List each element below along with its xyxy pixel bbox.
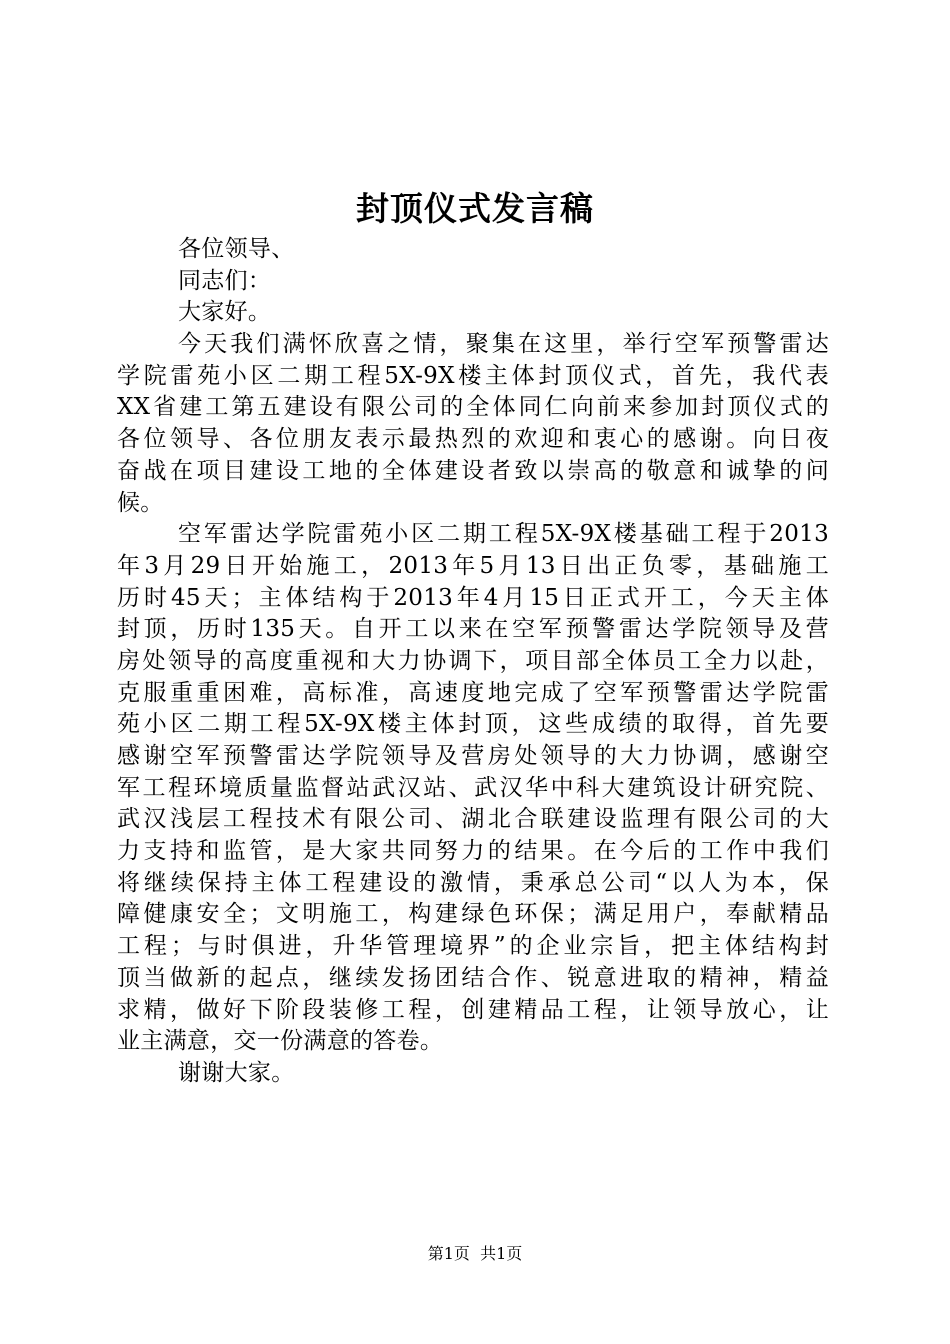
salutation-everyone: 大家好。 (178, 299, 272, 326)
paragraph-line: 求精，做好下阶段装修工程，创建精品工程，让领导放心，让 (117, 996, 829, 1023)
paragraph-line: 工程；与时俱进，升华管理境界”的企业宗旨，把主体结构封 (117, 933, 829, 960)
paragraph-line: XX省建工第五建设有限公司的全体同仁向前来参加封顶仪式的 (117, 394, 829, 421)
paragraph-progress (117, 519, 829, 1058)
paragraph-line: 力支持和监管，是大家共同努力的结果。在今后的工作中我们 (117, 838, 829, 865)
paragraph-line: 苑小区二期工程5X-9X楼主体封顶，这些成绩的取得，首先要 (117, 711, 829, 738)
closing-thanks: 谢谢大家。 (178, 1059, 295, 1086)
paragraph-line: 空军雷达学院雷苑小区二期工程5X-9X楼基础工程于2013 (178, 521, 829, 548)
page-footer (0, 1243, 950, 1265)
speech-body (117, 234, 829, 1090)
paragraph-line: 军工程环境质量监督站武汉站、武汉华中科大建筑设计研究院、 (117, 774, 829, 801)
paragraph-line: 克服重重困难，高标准，高速度地完成了空军预警雷达学院雷 (117, 679, 829, 706)
paragraph-line: 障健康安全；文明施工，构建绿色环保；满足用户，奉献精品 (117, 901, 829, 928)
paragraph-line: 历时45天；主体结构于2013年4月15日正式开工，今天主体 (117, 584, 829, 611)
paragraph-line: 房处领导的高度重视和大力协调下，项目部全体员工全力以赴， (117, 647, 829, 674)
salutation-comrades: 同志们： (178, 267, 272, 294)
paragraph-line: 各位领导、各位朋友表示最热烈的欢迎和衷心的感谢。向日夜 (117, 426, 829, 453)
paragraph-line: 学院雷苑小区二期工程5X-9X楼主体封顶仪式，首先，我代表 (117, 362, 829, 389)
paragraph-line: 顶当做新的起点，继续发扬团结合作、锐意进取的精神，精益 (117, 964, 829, 991)
paragraph-line: 候。 (117, 489, 164, 516)
salutation-leaders: 各位领导、 (178, 236, 295, 262)
paragraph-line: 今天我们满怀欣喜之情，聚集在这里，举行空军预警雷达 (178, 331, 829, 358)
paragraph-line: 将继续保持主体工程建设的激情，秉承总公司“以人为本，保 (117, 869, 829, 896)
paragraph-line: 奋战在项目建设工地的全体建设者致以崇高的敬意和诚挚的问 (117, 457, 829, 484)
paragraph-line: 感谢空军预警雷达学院领导及营房处领导的大力协调，感谢空 (117, 743, 829, 769)
paragraph-line: 武汉浅层工程技术有限公司、湖北合联建设监理有限公司的大 (117, 806, 829, 833)
page-title: 封顶仪式发言稿 (356, 189, 594, 228)
paragraph-opening (117, 329, 829, 519)
paragraph-line: 业主满意，交一份满意的答卷。 (117, 1028, 444, 1055)
paragraph-line: 封顶，历时135天。自开工以来在空军预警雷达学院领导及营 (117, 616, 829, 643)
page-number-label: 第1页 共1页 (427, 1244, 523, 1263)
paragraph-line: 年3月29日开始施工，2013年5月13日出正负零，基础施工 (117, 552, 829, 579)
